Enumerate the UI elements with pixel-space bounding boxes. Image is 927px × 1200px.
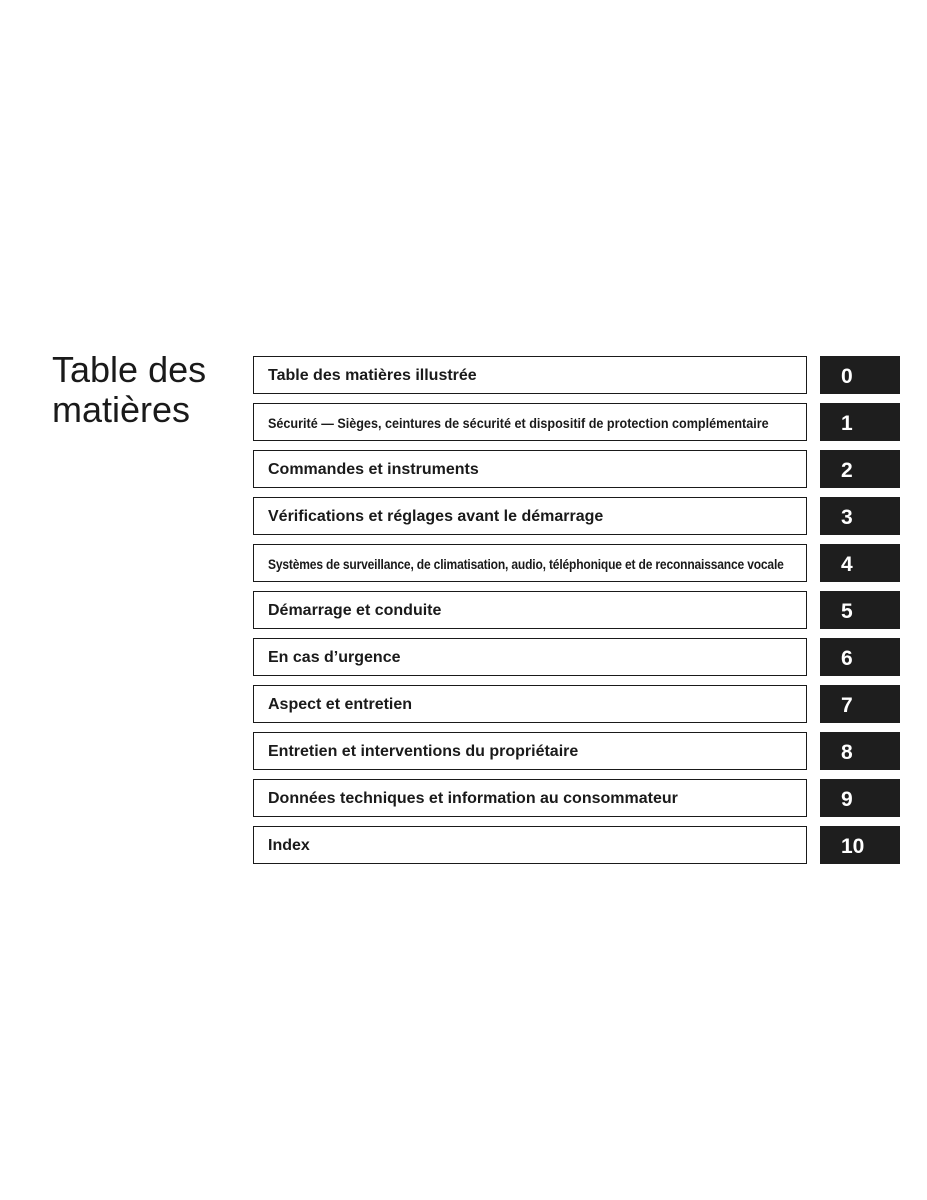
toc-entry-label: Commandes et instruments	[268, 461, 479, 478]
section-number: 1	[841, 412, 853, 435]
section-number: 3	[841, 506, 853, 529]
toc-entry-box[interactable]	[253, 356, 807, 394]
section-number: 8	[841, 741, 853, 764]
toc-entry-box[interactable]	[253, 779, 807, 817]
toc-entry-3[interactable]	[253, 497, 901, 535]
toc-entry-box[interactable]	[253, 685, 807, 723]
toc-entry-box[interactable]	[253, 591, 807, 629]
section-tab-0[interactable]	[820, 356, 900, 394]
toc-entry-label: Systèmes de surveillance, de climatisation, audio, téléphonique et de reconnaissance vocale	[268, 556, 784, 572]
section-number: 6	[841, 647, 853, 670]
toc-entry-label: Index	[268, 837, 310, 854]
toc-entry-0[interactable]	[253, 356, 901, 394]
toc-entry-box[interactable]	[253, 638, 807, 676]
toc-entry-9[interactable]	[253, 779, 901, 817]
toc-entry-label: Table des matières illustrée	[268, 367, 477, 384]
section-tab-6[interactable]	[820, 638, 900, 676]
toc-entry-label: Sécurité — Sièges, ceintures de sécurité et dispositif de protection complémentaire	[268, 415, 769, 431]
section-number: 7	[841, 694, 853, 717]
section-tab-3[interactable]	[820, 497, 900, 535]
section-number: 0	[841, 365, 853, 388]
toc-entry-10[interactable]	[253, 826, 901, 864]
toc-entry-box[interactable]	[253, 497, 807, 535]
section-tab-2[interactable]	[820, 450, 900, 488]
section-tab-10[interactable]	[820, 826, 900, 864]
page-title-line-2: matières	[52, 389, 191, 430]
section-number: 5	[841, 600, 853, 623]
toc-entry-label: En cas d’urgence	[268, 649, 401, 666]
toc-entry-label: Aspect et entretien	[268, 696, 413, 713]
toc-entry-label: Vérifications et réglages avant le démarrage	[268, 508, 604, 525]
toc-entry-box[interactable]	[253, 403, 807, 441]
toc-entry-1[interactable]	[253, 403, 901, 441]
toc-entry-6[interactable]	[253, 638, 901, 676]
section-tab-7[interactable]	[820, 685, 900, 723]
toc-entry-box[interactable]	[253, 544, 807, 582]
toc-entry-5[interactable]	[253, 591, 901, 629]
toc-entry-4[interactable]	[253, 544, 901, 582]
section-tab-5[interactable]	[820, 591, 900, 629]
section-number: 10	[841, 835, 865, 858]
section-tab-4[interactable]	[820, 544, 900, 582]
toc-entry-label: Démarrage et conduite	[268, 602, 442, 619]
section-number: 2	[841, 459, 853, 482]
page-title	[52, 350, 242, 430]
toc-entry-box[interactable]	[253, 732, 807, 770]
toc-entry-box[interactable]	[253, 826, 807, 864]
section-tab-9[interactable]	[820, 779, 900, 817]
section-number: 9	[841, 788, 853, 811]
section-tab-1[interactable]	[820, 403, 900, 441]
toc-entry-label: Données techniques et information au consommateur	[268, 790, 678, 807]
table-of-contents	[253, 356, 901, 873]
section-tab-8[interactable]	[820, 732, 900, 770]
toc-entry-2[interactable]	[253, 450, 901, 488]
toc-entry-8[interactable]	[253, 732, 901, 770]
page-title-line-1: Table des	[52, 349, 207, 390]
toc-entry-box[interactable]	[253, 450, 807, 488]
section-number: 4	[841, 553, 853, 576]
toc-entry-7[interactable]	[253, 685, 901, 723]
toc-entry-label: Entretien et interventions du propriétaire	[268, 743, 579, 760]
